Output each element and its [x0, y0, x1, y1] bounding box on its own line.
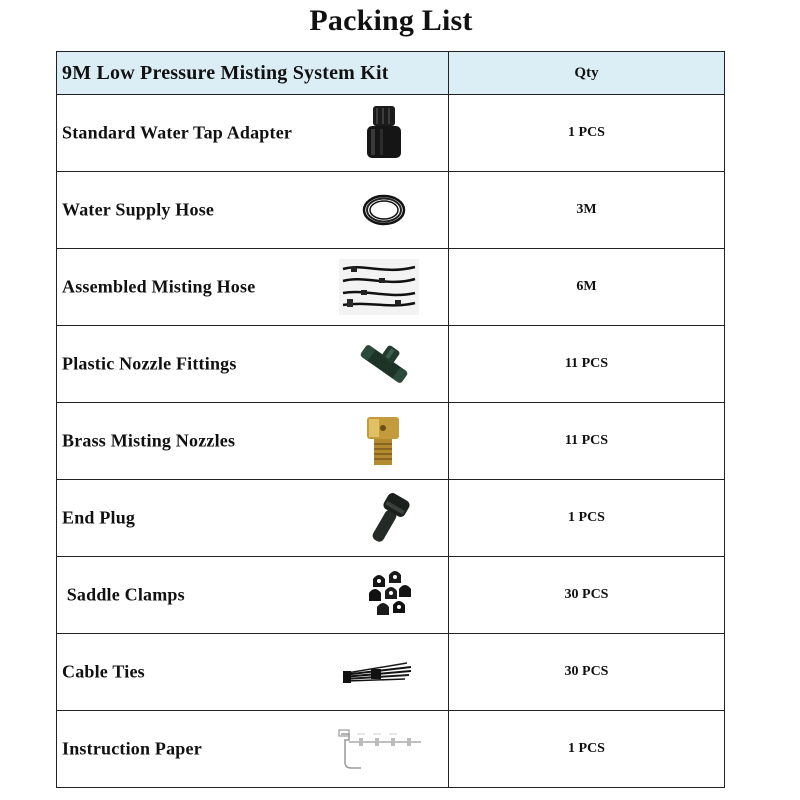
- item-qty: 30 PCS: [449, 634, 725, 711]
- nozzle-fitting-icon: [355, 337, 413, 391]
- item-name-cell: [57, 557, 449, 634]
- item-qty: 6M: [449, 249, 725, 326]
- item-name-cell: [57, 172, 449, 249]
- item-name-cell: [57, 634, 449, 711]
- item-label: Saddle Clamps: [62, 584, 185, 605]
- item-name-cell: [57, 711, 449, 788]
- misting-hose-icon: [339, 259, 419, 315]
- item-name-cell: [57, 249, 449, 326]
- saddle-clamps-icon: [365, 569, 415, 621]
- packing-list-table: [56, 51, 725, 788]
- item-qty: 11 PCS: [449, 326, 725, 403]
- item-label: End Plug: [62, 507, 136, 528]
- item-label: Instruction Paper: [62, 738, 202, 759]
- cable-ties-icon: [341, 657, 413, 687]
- item-label: Cable Ties: [62, 661, 145, 682]
- table-row: [57, 711, 725, 788]
- page-title: Packing List: [309, 4, 473, 37]
- table-row: [57, 172, 725, 249]
- end-plug-icon: [361, 490, 417, 546]
- item-name-cell: [57, 95, 449, 172]
- item-label: Water Supply Hose: [62, 199, 215, 220]
- tap-adapter-icon: [362, 104, 406, 162]
- kit-name-header: 9M Low Pressure Misting System Kit: [57, 52, 449, 95]
- hose-coil-icon: [359, 192, 409, 228]
- table-row: [57, 249, 725, 326]
- brass-nozzle-icon: [363, 415, 403, 467]
- item-qty: 30 PCS: [449, 557, 725, 634]
- table-row: [57, 95, 725, 172]
- instruction-diagram-icon: [335, 726, 427, 772]
- item-name-cell: [57, 326, 449, 403]
- item-label: Assembled Misting Hose: [62, 276, 256, 297]
- item-name-cell: [57, 403, 449, 480]
- item-name-cell: [57, 480, 449, 557]
- table-row: [57, 480, 725, 557]
- item-label: Standard Water Tap Adapter: [62, 122, 293, 143]
- item-qty: 1 PCS: [449, 480, 725, 557]
- item-qty: 1 PCS: [449, 95, 725, 172]
- item-qty: 1 PCS: [449, 711, 725, 788]
- item-qty: 11 PCS: [449, 403, 725, 480]
- item-qty: 3M: [449, 172, 725, 249]
- table-header-row: [57, 52, 725, 95]
- table-row: [57, 634, 725, 711]
- table-row: [57, 557, 725, 634]
- table-row: [57, 326, 725, 403]
- item-label: Brass Misting Nozzles: [62, 430, 236, 451]
- table-row: [57, 403, 725, 480]
- item-label: Plastic Nozzle Fittings: [62, 353, 237, 374]
- qty-header: Qty: [449, 52, 725, 95]
